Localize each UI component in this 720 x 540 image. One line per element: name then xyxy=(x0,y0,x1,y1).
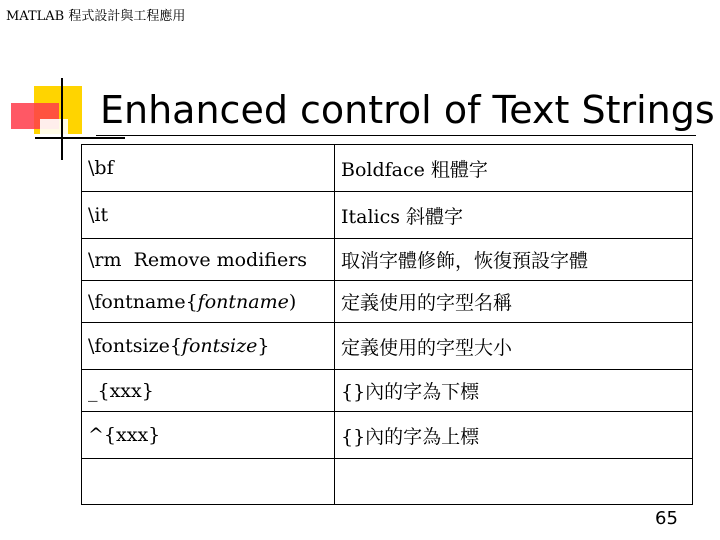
description-text: 取消字體修飾，恢復預設字體 xyxy=(341,250,589,272)
text-control-table xyxy=(81,144,693,505)
description-text: 定義使用的字型大小 xyxy=(341,336,513,359)
page-number: 65 xyxy=(655,508,678,529)
description-cell xyxy=(335,412,693,459)
table-row xyxy=(82,412,693,459)
table-row xyxy=(82,192,693,239)
command-argument: fontsize xyxy=(181,335,258,357)
command-cell xyxy=(82,145,335,192)
command-text: \bf xyxy=(88,157,114,179)
command-text: \rm Remove modifiers xyxy=(88,248,308,271)
decorative-white-block xyxy=(40,119,68,139)
description-cell xyxy=(335,323,693,370)
course-title: MATLAB 程式設計與工程應用 xyxy=(6,9,186,24)
command-text: \fontname{ xyxy=(88,290,198,313)
decorative-horizontal-line xyxy=(35,137,125,139)
description-text: {}內的字為上標 xyxy=(341,425,480,448)
description-cell xyxy=(335,281,693,323)
table-row xyxy=(82,370,693,412)
table-row xyxy=(82,239,693,281)
slide-title: Enhanced control of Text Strings xyxy=(100,88,715,132)
command-cell xyxy=(82,323,335,370)
description-cell xyxy=(335,370,693,412)
description-text: Boldface 粗體字 xyxy=(341,158,488,181)
table-row xyxy=(82,323,693,370)
command-closing: ) xyxy=(288,290,297,313)
command-text: _{xxx} xyxy=(88,379,154,402)
command-text: \fontsize{ xyxy=(88,335,182,357)
command-cell xyxy=(82,412,335,459)
description-cell xyxy=(335,145,693,192)
description-cell xyxy=(335,239,693,281)
command-cell xyxy=(82,370,335,412)
table-row xyxy=(82,281,693,323)
command-argument: fontname xyxy=(197,290,289,313)
table-row xyxy=(82,459,693,505)
command-cell xyxy=(82,459,335,505)
table-row xyxy=(82,145,693,192)
description-text: {}內的字為下標 xyxy=(341,381,480,403)
command-closing: } xyxy=(257,335,270,357)
command-cell xyxy=(82,281,335,323)
description-cell xyxy=(335,192,693,239)
description-text: 定義使用的字型名稱 xyxy=(341,292,513,314)
command-text: \it xyxy=(88,204,109,226)
command-cell xyxy=(82,239,335,281)
command-cell xyxy=(82,192,335,239)
title-underline xyxy=(96,135,696,136)
description-cell xyxy=(335,459,693,505)
description-text: Italics 斜體字 xyxy=(341,205,464,228)
command-text: ^{xxx} xyxy=(88,424,161,446)
decorative-vertical-line xyxy=(61,78,63,160)
